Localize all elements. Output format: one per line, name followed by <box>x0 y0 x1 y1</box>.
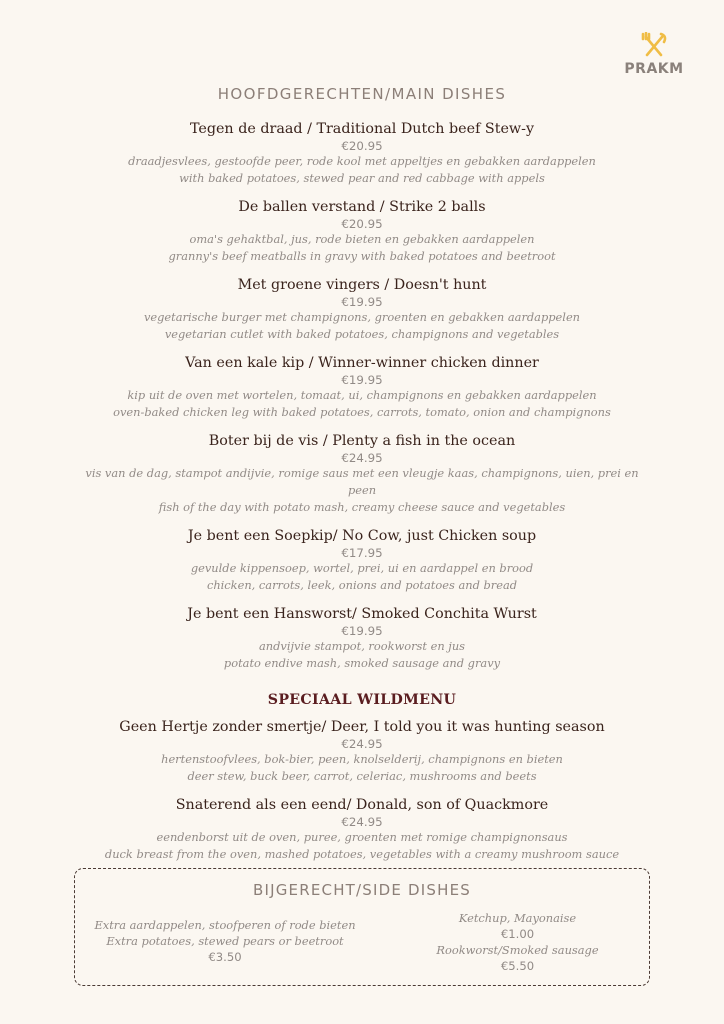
brand-logo <box>616 32 692 77</box>
side-dish-price: €1.00 <box>500 927 535 941</box>
dish-price: €19.95 <box>341 295 383 309</box>
dish-desc-dutch: eendenborst uit de oven, puree, groenten met romige champignonsaus <box>156 830 568 844</box>
dish-item <box>0 276 724 343</box>
side-dishes-heading: BIJGERECHT/SIDE DISHES <box>252 881 472 899</box>
dish-title: Tegen de draad / Traditional Dutch beef Stew-y <box>189 121 535 137</box>
dish-item <box>0 527 724 594</box>
side-dish-english: Extra potatoes, stewed pears or beetroot <box>106 934 344 948</box>
dish-price: €20.95 <box>341 217 383 231</box>
dish-description <box>0 638 724 672</box>
dish-desc-dutch: vis van de dag, stampot andijvie, romige saus met een vleugje kaas, champignons, uien, prei en peen <box>85 466 639 497</box>
side-dish-right <box>405 910 630 974</box>
main-dishes-heading: HOOFDGERECHTEN/MAIN DISHES <box>217 85 507 103</box>
dish-price: €19.95 <box>341 624 383 638</box>
dish-title: Je bent een Soepkip/ No Cow, just Chicken soup <box>187 528 537 544</box>
brand-name: PRAKM <box>624 61 684 77</box>
dish-desc-english: potato endive mash, smoked sausage and gravy <box>223 656 501 670</box>
dish-desc-english: fish of the day with potato mash, creamy cheese sauce and vegetables <box>158 500 566 514</box>
side-dish-price: €3.50 <box>208 950 242 964</box>
dish-title: Met groene vingers / Doesn't hunt <box>237 277 487 293</box>
dish-price: €24.95 <box>341 451 383 465</box>
dish-description <box>0 153 724 187</box>
dish-title: Van een kale kip / Winner-winner chicken dinner <box>185 355 539 371</box>
side-dish-sauces: Ketchup, Mayonaise <box>458 911 577 925</box>
dish-desc-english: chicken, carrots, leek, onions and potatoes and bread <box>206 578 518 592</box>
dish-item <box>0 198 724 265</box>
side-dish-price: €5.50 <box>500 959 535 973</box>
dish-description <box>0 387 724 421</box>
dish-item <box>0 432 724 516</box>
side-dish-dutch: Extra aardappelen, stoofperen of rode bieten <box>94 918 356 932</box>
dish-desc-dutch: oma's gehaktbal, jus, rode bieten en gebakken aardappelen <box>189 232 535 246</box>
dish-desc-dutch: vegetarische burger met champignons, groenten en gebakken aardappelen <box>143 310 581 324</box>
dish-desc-dutch: kip uit de oven met wortelen, tomaat, ui, champignons en gebakken aardappelen <box>127 388 597 402</box>
dish-price: €19.95 <box>341 373 383 387</box>
dish-description <box>0 560 724 594</box>
dish-description <box>0 465 724 516</box>
dish-item <box>0 605 724 672</box>
dish-price: €24.95 <box>341 737 383 751</box>
dish-title: Geen Hertje zonder smertje/ Deer, I told you it was hunting season <box>119 719 605 735</box>
dish-description <box>0 829 724 863</box>
dish-title: Boter bij de vis / Plenty a fish in the ocean <box>208 433 516 449</box>
dish-title: Je bent een Hansworst/ Smoked Conchita Wurst <box>187 606 537 622</box>
dish-title: De ballen verstand / Strike 2 balls <box>238 199 486 215</box>
special-dish-item <box>0 796 724 863</box>
dish-desc-dutch: draadjesvlees, gestoofde peer, rode kool met appeltjes en gebakken aardappelen <box>128 154 596 168</box>
dish-item <box>0 120 724 187</box>
dish-desc-english: vegetarian cutlet with baked potatoes, champignons and vegetables <box>164 327 560 341</box>
menu-list <box>0 120 724 863</box>
side-dish-left <box>85 917 365 965</box>
dish-description <box>0 751 724 785</box>
dish-desc-dutch: gevulde kippensoep, wortel, prei, ui en aardappel en brood <box>190 561 534 575</box>
dish-price: €20.95 <box>341 139 383 153</box>
dish-desc-dutch: hertenstoofvlees, bok-bier, peen, knolselderij, champignons en bieten <box>161 752 563 766</box>
special-dish-item <box>0 718 724 785</box>
dish-desc-dutch: andvijvie stampot, rookworst en jus <box>258 639 466 653</box>
dish-desc-english: oven-baked chicken leg with baked potatoes, carrots, tomato, onion and champignons <box>113 405 611 419</box>
fork-knife-icon <box>639 32 669 58</box>
dish-desc-english: with baked potatoes, stewed pear and red cabbage with appels <box>179 171 545 185</box>
dish-price: €17.95 <box>341 546 383 560</box>
dish-item <box>0 354 724 421</box>
dish-description <box>0 231 724 265</box>
dish-desc-english: deer stew, buck beer, carrot, celeriac, mushrooms and beets <box>187 769 537 783</box>
special-menu-heading: SPECIAAL WILDMENU <box>267 692 457 708</box>
dish-price: €24.95 <box>341 815 383 829</box>
dish-desc-english: granny's beef meatballs in gravy with baked potatoes and beetroot <box>168 249 556 263</box>
dish-description <box>0 309 724 343</box>
side-dish-sausage: Rookworst/Smoked sausage <box>436 943 599 957</box>
side-dishes-box <box>74 868 650 986</box>
dish-title: Snaterend als een eend/ Donald, son of Quackmore <box>175 797 549 813</box>
dish-desc-english: duck breast from the oven, mashed potatoes, vegetables with a creamy mushroom sauce <box>104 847 620 861</box>
